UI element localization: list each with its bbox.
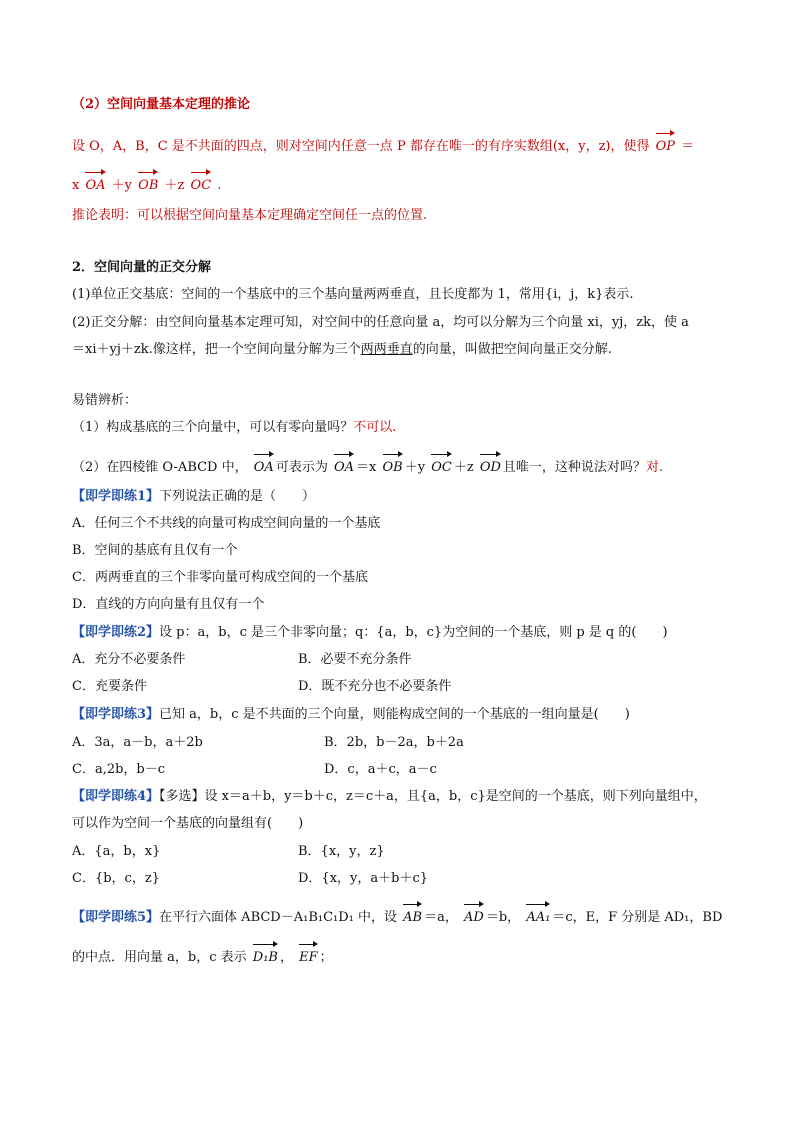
- option-a: A．充分不必要条件: [72, 652, 186, 667]
- corollary-text: 设 O，A，B，C 是不共面的四点，则对空间内任意一点 P 都存在唯一的有序实数组(x，y，z)，使得: [72, 139, 650, 154]
- equals-b: ＝b，: [485, 910, 521, 925]
- orthogonal-p2-line1: (2)正交分解：由空间向量基本定理可知，对空间中的任意向量 a，均可以分解为三个向量 xi，yj，zk，使 a: [72, 315, 689, 330]
- exercise-2-stem: [72, 623, 734, 643]
- exercise-tag: 【即学即练1】: [72, 489, 160, 504]
- vector-d1b: D₁B: [253, 942, 278, 968]
- exercise-2-options-cd: [72, 677, 734, 697]
- exercise-4-stem-line2: 可以作为空间一个基底的向量组有( ): [72, 816, 304, 831]
- comma: ，: [279, 950, 293, 965]
- exercise-1-option-c: C．两两垂直的三个非零向量可构成空间的一个基底: [72, 570, 368, 585]
- option-b: B．必要不充分条件: [298, 652, 412, 667]
- exercise-stem: 【多选】设 x＝a＋b，y＝b＋c，z＝c＋a，且{a，b，c}是空间的一个基底，则下列向量组中，: [159, 789, 707, 804]
- exercise-tag: 【即学即练5】: [72, 910, 160, 925]
- equals-x: ＝x: [356, 460, 377, 475]
- vector-ad: AD: [464, 902, 484, 928]
- vector-oa: OA: [85, 170, 105, 196]
- orthogonal-text: ＝xi＋yj＋zk.像这样，把一个空间向量分解为三个: [72, 342, 361, 357]
- vector-ob: OB: [138, 170, 158, 196]
- vector-ob: OB: [383, 452, 403, 478]
- exercise-2-options-ab: [72, 650, 734, 670]
- corollary-note: 推论表明：可以根据空间向量基本定理确定空间任一点的位置.: [72, 208, 428, 223]
- option-d: D．{x，y，a＋b＋c}: [298, 871, 428, 886]
- error-q2: [72, 452, 734, 478]
- underlined-term: 两两垂直: [360, 342, 413, 357]
- exercise-tag: 【即学即练2】: [72, 625, 160, 640]
- period: .: [217, 178, 222, 193]
- vector-oa: OA: [334, 452, 354, 478]
- option-a: A．{a，b，x}: [72, 844, 161, 859]
- error-q2-text: （2）在四棱锥 O-ABCD 中，: [72, 460, 248, 475]
- vector-oa: OA: [254, 452, 274, 478]
- coef-y: ＋y: [111, 178, 133, 193]
- error-q2-mid: 可表示为: [275, 460, 328, 475]
- exercise-1-option-a: A．任何三个不共线的向量可构成空间向量的一个基底: [72, 516, 381, 531]
- vector-ab: AB: [403, 902, 422, 928]
- exercise-5-stem-line2: [72, 942, 734, 968]
- plus-z: ＋z: [453, 460, 474, 475]
- coef-x: x: [72, 178, 80, 193]
- exercise-tag: 【即学即练4】: [72, 789, 160, 804]
- option-b: B．{x，y，z}: [298, 844, 385, 859]
- orthogonal-p2-line2: [72, 340, 734, 360]
- equals-a: ＝a，: [424, 910, 458, 925]
- corollary-statement-line1: [72, 131, 734, 157]
- exercise-stem: 在平行六面体 ABCD－A₁B₁C₁D₁ 中，设: [159, 910, 398, 925]
- vector-oc: OC: [191, 170, 212, 196]
- vector-ef: EF: [299, 942, 318, 968]
- exercise-stem: 设 p：a，b，c 是三个非零向量；q：{a，b，c}为空间的一个基底，则 p 是 q 的( ): [159, 625, 668, 640]
- exercise-stem-line2: 的中点．用向量 a，b，c 表示: [72, 950, 247, 965]
- option-a: A．3a，a－b，a＋2b: [72, 735, 203, 750]
- exercise-4-stem: [72, 787, 734, 807]
- corollary-heading: （2）空间向量基本定理的推论: [72, 97, 251, 112]
- option-c: C．a,2b，b－c: [72, 762, 166, 777]
- error-q1: [72, 418, 734, 438]
- exercise-5-stem: [72, 902, 734, 928]
- exercise-tag: 【即学即练3】: [72, 707, 160, 722]
- orthogonal-text-end: 的向量，叫做把空间向量正交分解.: [412, 342, 612, 357]
- plus-y: ＋y: [404, 460, 426, 475]
- equals-sign: ＝: [681, 139, 695, 154]
- exercise-1-stem: [72, 487, 734, 507]
- coef-z: ＋z: [164, 178, 185, 193]
- vector-aa1: AA₁: [526, 902, 550, 928]
- exercise-stem: 下列说法正确的是（ ）: [159, 489, 316, 504]
- semicolon: ；: [319, 950, 333, 965]
- error-a2: 对.: [645, 460, 664, 475]
- vector-od: OD: [480, 452, 501, 478]
- exercise-3-options-ab: [72, 733, 734, 753]
- error-analysis-title: 易错辨析：: [72, 393, 138, 408]
- option-c: C．{b，c，z}: [72, 871, 160, 886]
- exercise-3-stem: [72, 705, 734, 725]
- vector-op: OP: [656, 131, 675, 157]
- option-d: D．既不充分也不必要条件: [298, 679, 452, 694]
- exercise-4-options-cd: [72, 869, 734, 889]
- error-q1-text: （1）构成基底的三个向量中，可以有零向量吗？: [72, 420, 354, 435]
- exercise-4-options-ab: [72, 842, 734, 862]
- equals-c: ＝c，E，F 分别是 AD₁，BD: [552, 910, 723, 925]
- option-c: C．充要条件: [72, 679, 147, 694]
- option-b: B．2b，b－2a，b＋2a: [324, 735, 464, 750]
- exercise-3-options-cd: [72, 760, 734, 780]
- option-d: D．c，a＋c，a－c: [324, 762, 437, 777]
- exercise-stem: 已知 a，b，c 是不共面的三个向量，则能构成空间的一个基底的一组向量是( ): [159, 707, 630, 722]
- exercise-1-option-b: B．空间的基底有且仅有一个: [72, 543, 238, 558]
- vector-oc: OC: [431, 452, 452, 478]
- orthogonal-p1: (1)单位正交基底：空间的一个基底中的三个基向量两两垂直，且长度都为 1，常用{i，j，k}表示.: [72, 287, 634, 302]
- orthogonal-heading: 2．空间向量的正交分解: [72, 260, 212, 275]
- exercise-1-option-d: D．直线的方向向量有且仅有一个: [72, 597, 265, 612]
- error-a1: 不可以.: [353, 420, 397, 435]
- corollary-statement-line2: [72, 170, 734, 196]
- error-q2-end: 且唯一，这种说法对吗？: [502, 460, 646, 475]
